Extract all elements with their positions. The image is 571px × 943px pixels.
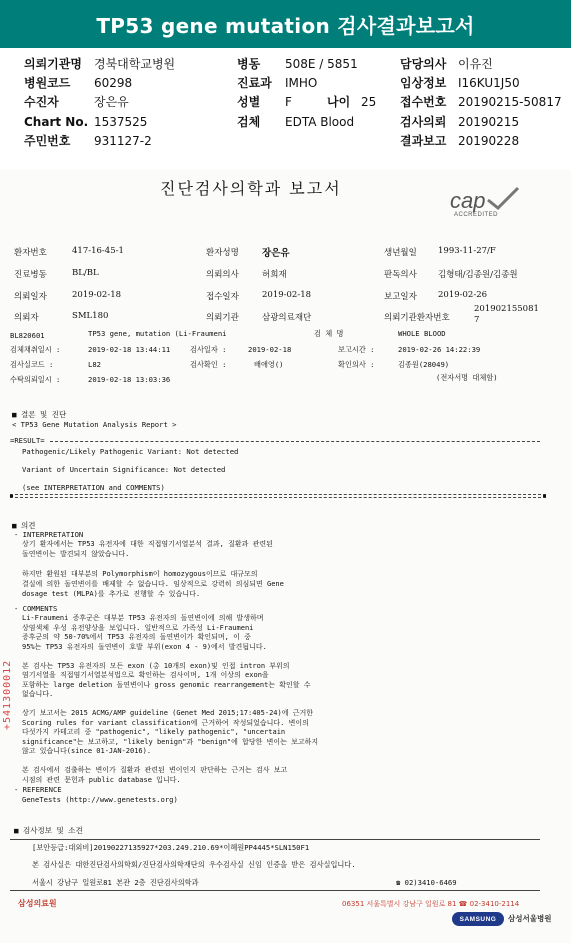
footer-rule-top: [10, 839, 540, 840]
banner-title: TP53 gene mutation 검사결과보고서: [96, 13, 475, 38]
cert-line: 본 검사실은 대한진단검사의학회/진단검사의학재단의 우수검사실 신임 인증을 받은 검사실입니다.: [32, 860, 356, 869]
checkmark-icon: [486, 186, 520, 210]
header-hospital-code: 병원코드 60298: [24, 76, 133, 90]
samsung-medical-center-logo: 삼성서울병원: [508, 914, 552, 923]
report-text-line: dosage test (MLPA)를 추가로 진행할 수 있습니다.: [22, 590, 201, 598]
header-sex: 성별 F: [237, 95, 292, 109]
patient-no-label: 환자번호: [14, 248, 47, 258]
reqtime-label: 수탁의뢰일시 :: [10, 375, 61, 384]
results-end-rule: [10, 494, 546, 498]
ward: BL/BL: [72, 268, 99, 278]
report-text-line: 본 검사는 TP53 유전자의 모든 exon (총 10개의 exon)및 인접 intron 부위의: [22, 661, 290, 670]
report-banner: [0, 0, 571, 48]
doctor: 허희재: [262, 270, 287, 280]
ref: SML180: [72, 311, 109, 321]
header-age: 나이 25: [327, 95, 377, 109]
results-subheading: < TP53 Gene Mutation Analysis Report >: [12, 420, 177, 429]
confirm: 배애영(): [254, 360, 284, 369]
report-text-line: 돌연변이는 발견되지 않았습니다.: [22, 550, 130, 558]
print-line: [보안등급:대외비]20190227135927*203.249.210.69*이혜원PP4445*SLN150F1: [32, 843, 310, 852]
esign-note: (전자서명 대체함): [436, 373, 498, 382]
collect: 2019-02-18 13:44:11: [88, 345, 171, 354]
order-test: TP53 gene, mutation (Li-Fraumeni: [88, 329, 227, 338]
report-text-line: 95%는 TP53 유전자의 돌연변이 호발 부위(exon 4 - 9)에서 발견됩니다.: [22, 642, 267, 651]
confirm-doc: 김종원(28049): [398, 360, 450, 369]
recv: 2019-02-18: [248, 345, 292, 354]
header-resident-no: 주민번호 931127-2: [24, 134, 152, 148]
recv-label: 검사일자 :: [190, 345, 227, 354]
samsung-logo: SAMSUNG: [452, 912, 504, 926]
report-text-line: 포함하는 large deletion 돌연변이나 gross genomic rearrangement는 확인할 수: [22, 680, 311, 689]
inst: 삼광의료재단: [262, 313, 312, 323]
side-id-stamp: +541300012: [2, 659, 13, 730]
report-text-line: 염기서열을 직접염기서열분석법으로 확인하는 검사이며, 1개 이상의 exon을: [22, 671, 269, 679]
report-text-line: 다섯가지 카테고리 중 "pathogenic", "likely pathogenic", "uncertain: [22, 728, 286, 736]
report-text-line: 시점의 관련 문헌과 public database 입니다.: [22, 775, 181, 784]
header-patient: 수진자 장은유: [24, 95, 129, 109]
report-text-line: Scoring rules for variant classification에 근거하여 작성되었습니다. 변이의: [22, 718, 309, 727]
lab-phone: ☎ 02)3410-6469: [396, 878, 457, 887]
report-time: 2019-02-26 14:22:39: [398, 345, 481, 354]
result-label: =RESULT=: [10, 436, 45, 445]
header-chart-no: Chart No. 1537525: [24, 115, 148, 129]
report-text-line: 하지만 환원된 대부분의 Polymorphism이 homozygous이므로 대규모의: [22, 570, 258, 578]
report-text-line: 본 검사에서 검출하는 변이가 질환과 관련된 변이인지 판단하는 근거는 검사 보고: [22, 766, 288, 774]
hospital-name: 삼성의료원: [18, 899, 57, 908]
hospital-address: 06351 서울특별시 강남구 일원로 81 ☎ 02-3410-2114: [342, 900, 520, 908]
report-time-label: 보고시간 :: [338, 345, 375, 354]
report-text-line: 결실에 의한 돌연변이를 배제할 수 없습니다. 임상적으로 강력히 의심되면 Gene: [22, 580, 284, 588]
result-line-2: Variant of Uncertain Significance: Not detected: [22, 465, 226, 474]
reference-heading: - REFERENCE: [14, 785, 62, 794]
ref-label: 의뢰자: [14, 313, 39, 323]
report-title: 진단검사의학과 보고서: [160, 179, 342, 198]
report-text-line: 상기 보고서는 2015 ACMG/AMP guideline (Genet Med 2015;17:405-24)에 근거한: [22, 709, 313, 717]
rep-date-label: 보고일자: [384, 292, 417, 302]
result-line-1: Pathogenic/Likely Pathogenic Variant: Not detected: [22, 447, 239, 456]
rep-date: 2019-02-26: [438, 290, 488, 300]
header-attending: 담당의사 이유진: [400, 57, 493, 71]
report-text-line: 없습니다.: [22, 690, 54, 698]
recv-date-label: 접수일자: [206, 292, 239, 302]
req-date: 2019-02-18: [72, 290, 122, 300]
dob: 1993-11-27/F: [438, 246, 496, 256]
inst-no-line1: 201902155081: [474, 304, 539, 314]
cap-accredited-logo: [448, 186, 518, 226]
confirm-label: 검사확인 :: [190, 360, 227, 369]
report-text-line: significance"는 보고하고, "likely benign"과 "benign"에 합당한 변이는 보고하지: [22, 737, 319, 746]
footer-rule-bottom: [10, 890, 540, 891]
header-ward: 병동 508E / 5851: [237, 57, 358, 71]
header-report-date: 결과보고 20190228: [400, 134, 520, 148]
inst-no-label: 의뢰기관환자번호: [384, 313, 450, 323]
result-rule: [50, 441, 540, 442]
report-text-line: 증후군의 약 50-70%에서 TP53 유전자의 돌연변이가 확인되며, 이 중: [22, 633, 251, 641]
req-date-label: 의뢰일자: [14, 292, 47, 302]
specimen-label: 검 체 명: [314, 329, 344, 338]
collect-label: 검체채취일시 :: [10, 345, 61, 354]
recv-date: 2019-02-18: [262, 290, 312, 300]
inst-label: 의뢰기관: [206, 313, 239, 323]
report-text-line: Li-Fraumeni 증후군은 대부분 TP53 유전자의 돌연변이에 의해 발생하며: [22, 614, 264, 622]
report-text-line: 않고 있습니다(since 01-JAN-2016).: [22, 747, 152, 755]
header-specimen: 검체 EDTA Blood: [237, 115, 355, 129]
results-heading: ■ 결론 및 진단: [12, 410, 67, 419]
footer-info-heading: ■ 검사정보 및 소견: [14, 826, 83, 835]
opinion-heading: ■ 의견: [12, 521, 36, 530]
cap-accredited-text: ACCREDITED: [454, 212, 499, 218]
header-receipt-no: 접수번호 20190215-50817: [400, 95, 562, 109]
patient-no: 417-16-45-1: [72, 246, 124, 256]
interp-heading: - INTERPRETATION: [14, 530, 84, 539]
patient-name-label: 환자성명: [206, 248, 239, 258]
result-line-3: (see INTERPRETATION and COMMENTS): [22, 483, 165, 492]
patient-name: 장은유: [262, 248, 290, 259]
lab-address: 서울시 강남구 일원로81 본관 2층 진단검사의학과: [32, 878, 199, 887]
header-institution: 의뢰기관명 경북대학교병원: [24, 57, 176, 71]
reqtime: 2019-02-18 13:03:36: [88, 375, 171, 384]
header-request-date: 검사의뢰 20190215: [400, 115, 520, 129]
reader-label: 판독의사: [384, 270, 417, 280]
dob-label: 생년월일: [384, 248, 417, 258]
header-clinical-info: 임상정보 I16KU1J50: [400, 76, 520, 90]
inst-no-line2: 7: [474, 315, 480, 325]
specimen: WHOLE BLOOD: [398, 329, 446, 338]
order-code: BL820601: [10, 331, 45, 340]
reference-line: GeneTests (http://www.genetests.org): [22, 795, 178, 804]
lab-label: 검사실코드 :: [10, 360, 54, 369]
header-department: 진료과 IMHO: [237, 76, 318, 90]
cap-logo-text: cap: [450, 188, 486, 213]
reader: 김형태/김종원/김종원: [438, 270, 518, 280]
comments-heading: - COMMENTS: [14, 604, 58, 613]
report-text-line: 상기 환자에서는 TP53 유전자에 대한 직접염기서열분석 결과, 질환과 관련된: [22, 540, 273, 548]
report-text-line: 상염색체 우성 유전양상을 보입니다. 일반적으로 가족성 Li-Fraumeni: [22, 623, 254, 632]
doctor-label: 의뢰의사: [206, 270, 239, 280]
ward-label: 진료병동: [14, 270, 47, 280]
lab: L82: [88, 360, 101, 369]
confirm-doc-label: 확인의사 :: [338, 360, 375, 369]
